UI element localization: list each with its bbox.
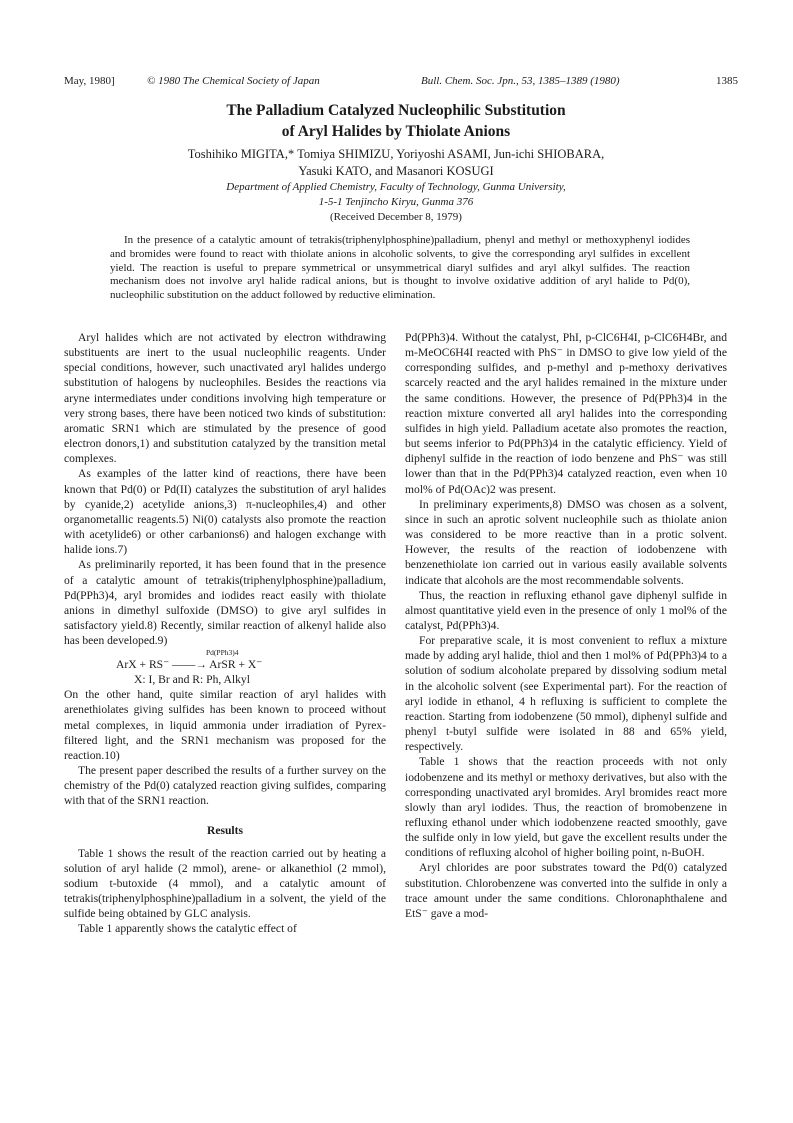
authors-line-1: Toshihiko MIGITA,* Tomiya SHIMIZU, Yoriyoshi ASAMI, Jun-ichi SHIOBARA, [187,147,605,161]
running-header [64,74,738,88]
section-heading: Results [206,823,244,837]
paragraph: Table 1 shows the result of the reaction carried out by heating a solution of aryl halide (2 mmol), arene- or alkanethiol (2 mmol), sodium t-butoxide (4 mmol), and a catalytic amount of tetrakis(triphenylphosphine)palladium in a solvent, the yield of the sulfide being obtained by GLC analysis. [64,846,386,921]
paragraph: In preliminary experiments,8) DMSO was chosen as a solvent, since in such an aprotic solvent nucleophile such as thiolate anion was considered to be more reactive than in a protic solvent. However, the results of the reaction of iodobenzene with benzenethiolate ion carried out in various easily available solvents indicate that alcohols are the most recommendable solvents. [405,497,727,587]
header-journal-citation: Bull. Chem. Soc. Jpn., 53, 1385–1389 (1980) [421,75,620,87]
left-column [64,330,386,937]
paragraph: As examples of the latter kind of reactions, there have been known that Pd(0) or Pd(II) catalyzes the substitution of aryl halides by cyanide,2) acetylide anions,3) π-nucleophiles,4) and other organometallic reagents.5) Ni(0) catalysts also promote the reaction with acetylide6) or other carbanions6) and halogen exchange with halide ions.7) [64,467,386,557]
paragraph: Thus, the reaction in refluxing ethanol gave diphenyl sulfide in almost quantitative yield even in the presence of only 1 mol% of the catalyst, Pd(PPh3)4. [405,588,727,632]
paragraph: Aryl chlorides are poor substrates toward the Pd(0) catalyzed substitution. Chlorobenzene was converted into the sulfide in only a trace amount under the same conditions. Chloronaphthalene and EtS⁻ gave a mod- [405,861,727,920]
equation-reaction: ArX + RS⁻ ——→ ArSR + X⁻ [116,658,263,672]
affiliation [90,180,702,225]
author-list [90,146,702,180]
equation-catalyst: Pd(PPh3)4 [206,648,239,658]
equation-conditions: X: I, Br and R: Ph, Alkyl [134,673,250,687]
paragraph: For preparative scale, it is most convenient to reflux a mixture made by adding aryl halide, thiol and then 1 mol% of Pd(PPh3)4 to a solution of sodium alcoholate prepared by dissolving sodium metal in the alcoholic solvent (see Experimental part). For the reaction of aryl iodide in ethanol, 4 h refluxing is sufficient to complete the reaction. Starting from iodobenzene (50 mmol), diphenyl sulfide and phenyl t-butyl sulfide were isolated in 88 and 65% yield, respectively. [405,634,727,754]
affiliation-line-2: 1-5-1 Tenjincho Kiryu, Gunma 376 [318,196,474,208]
reaction-equation [64,648,386,672]
right-column [405,330,727,921]
title-line-1: The Palladium Catalyzed Nucleophilic Substitution [226,102,566,119]
paper-title [90,100,702,142]
header-date: May, 1980] [64,75,115,87]
header-copyright: © 1980 The Chemical Society of Japan [147,75,320,87]
paragraph: On the other hand, quite similar reaction of aryl halides with arenethiolates giving sulfides has been known to proceed without metal complexes, in liquid ammonia under irradiation of Pyrex-filtered light, and the SRN1 mechanism was proposed for the reaction.10) [64,688,386,762]
title-line-2: of Aryl Halides by Thiolate Anions [281,123,511,140]
header-page-number: 1385 [716,75,738,87]
affiliation-line-1: Department of Applied Chemistry, Faculty of Technology, Gunma University, [226,181,566,193]
received-date: (Received December 8, 1979) [330,211,462,223]
paragraph: Aryl halides which are not activated by electron withdrawing substituents are inert to the usual nucleophilic reagents. Under special conditions, however, such unactivated aryl halides undergo substitution of halogens by nucleophiles. Besides the reactions via aryne intermediates under conditions involving high temperature or very strong bases, there have been noticed two kinds of substitution: aromatic SRN1 which are stimulated by the presence of good electron donors,1) and substitution catalyzed by the transition metal complexes. [64,331,386,466]
paragraph: Table 1 shows that the reaction proceeds with not only iodobenzene and its methyl or methoxy derivatives, but also with the corresponding unactivated aryl bromides. Aryl bromides react more slowly than aryl iodides. Thus, the reaction of bromobenzene in refluxing ethanol under which iodobenzene reacted smoothly, gave the sulfide only in low yield, but gave the excellent results under the conditions of refluxing alcohol of higher boiling point, n-BuOH. [405,755,727,860]
paragraph: Pd(PPh3)4. Without the catalyst, PhI, p-ClC6H4I, p-ClC6H4Br, and m-MeOC6H4I reacted with PhS⁻ in DMSO to give low yield of the corresponding sulfides, and p-methyl and p-methoxy derivatives scarcely reacted and the aryl halides remained in the mixture under the same conditions. However, the presence of Pd(PPh3)4 in the reaction mixture converted all aryl halides into the corresponding sulfides in high yield. Palladium acetate also promotes the reaction, but seems inferior to Pd(PPh3)4 in the catalytic efficiency. Yield of diphenyl sulfide in the reaction of iodo benzene and PhS⁻ was still lower than that in the Pd(PPh3)4 catalyzed reaction, even when 10 mol% of Pd(OAc)2 was present. [405,331,727,496]
authors-line-2: Yasuki KATO, and Masanori KOSUGI [298,164,494,178]
abstract: In the presence of a catalytic amount of tetrakis(triphenylphosphine)palladium, phenyl and methyl or methoxyphenyl iodides and bromides were found to react with thiolate anions in alcoholic solvents, to give the corresponding aryl sulfides in excellent yield. The reaction is useful to prepare symmetrical or unsymmetrical diaryl sulfides and aryl alkyl sulfides. The reaction mechanism does not involve aryl halide radical anions, but is thought to involve oxidative addition of aryl halide to Pd(0), nucleophilic substitution on the adduct followed by reductive elimination. [110,234,690,302]
paragraph: The present paper described the results of a further survey on the chemistry of the Pd(0) catalyzed reaction giving sulfides, comparing with that of the SRN1 reaction. [64,764,386,808]
paragraph: Table 1 apparently shows the catalytic effect of [78,922,297,936]
paragraph: As preliminarily reported, it has been found that in the presence of a catalytic amount of tetrakis(triphenylphosphine)palladium, Pd(PPh3)4, aryl bromides and iodides react easily with thiolate anions in dimethyl sulfoxide (DMSO) to give aryl sulfides in satisfactory yield.8) Recently, similar reaction of alkenyl halide also has been developed.9) [64,558,386,648]
